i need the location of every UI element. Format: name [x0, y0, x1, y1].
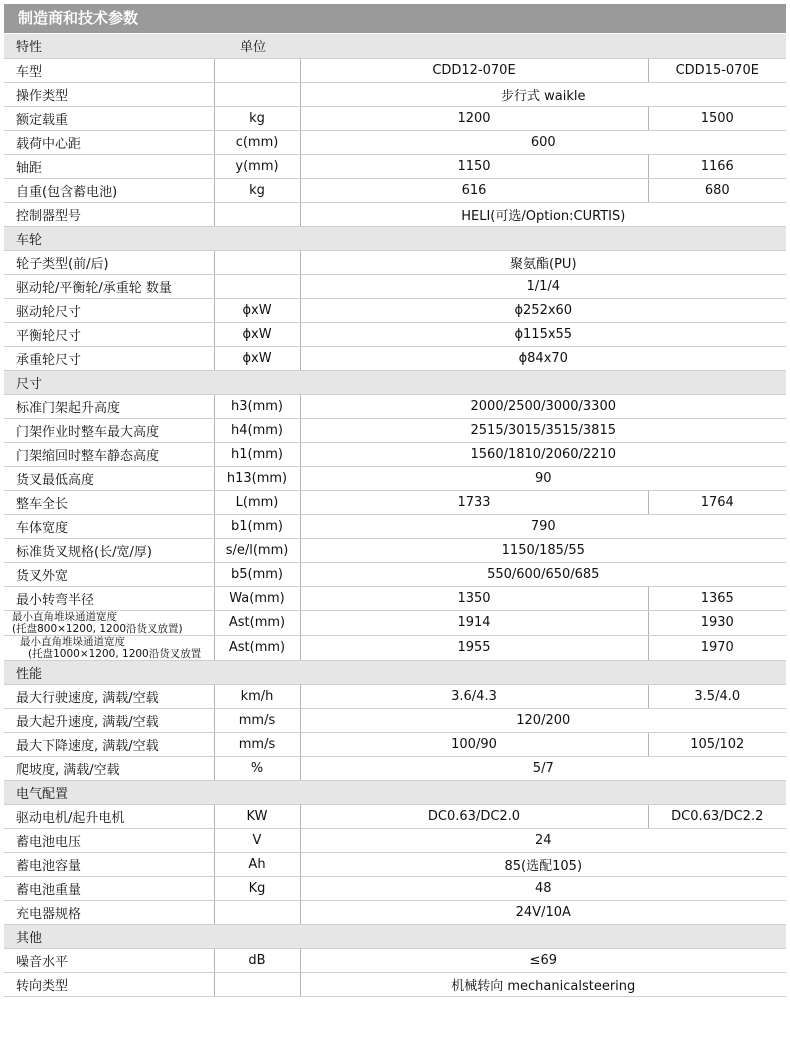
value-model-2: 1970 — [648, 635, 786, 660]
table-header-row — [4, 34, 786, 58]
row-name: 充电器规格 — [4, 900, 214, 924]
table-row — [4, 58, 786, 82]
table-row — [4, 948, 786, 972]
value-model-2: CDD15-070E — [648, 58, 786, 82]
row-name: 车体宽度 — [4, 514, 214, 538]
row-unit: h1(mm) — [214, 442, 300, 466]
value-model-1: 1733 — [300, 490, 648, 514]
spec-table-body — [4, 34, 786, 996]
row-unit: L(mm) — [214, 490, 300, 514]
value-shared: ≤69 — [300, 948, 786, 972]
section-header-row — [4, 226, 786, 250]
value-model-2: 1365 — [648, 586, 786, 610]
table-row — [4, 130, 786, 154]
row-unit: ϕxW — [214, 322, 300, 346]
row-name — [4, 635, 214, 660]
row-name — [4, 610, 214, 635]
row-name: 轴距 — [4, 154, 214, 178]
row-unit: Kg — [214, 876, 300, 900]
row-name: 最小转弯半径 — [4, 586, 214, 610]
table-row — [4, 900, 786, 924]
value-model-1: 3.6/4.3 — [300, 684, 648, 708]
value-shared: ϕ84x70 — [300, 346, 786, 370]
row-unit: % — [214, 756, 300, 780]
value-model-2: 1764 — [648, 490, 786, 514]
section-title: 车轮 — [4, 226, 786, 250]
value-model-1: 1350 — [300, 586, 648, 610]
value-shared: 聚氨酯(PU) — [300, 250, 786, 274]
table-row — [4, 684, 786, 708]
row-unit: dB — [214, 948, 300, 972]
value-shared: 600 — [300, 130, 786, 154]
row-unit: y(mm) — [214, 154, 300, 178]
row-unit: mm/s — [214, 708, 300, 732]
row-unit: h3(mm) — [214, 394, 300, 418]
row-unit: b5(mm) — [214, 562, 300, 586]
row-unit: h13(mm) — [214, 466, 300, 490]
row-name: 噪音水平 — [4, 948, 214, 972]
row-name: 蓄电池重量 — [4, 876, 214, 900]
value-shared: 24V/10A — [300, 900, 786, 924]
value-model-1: 100/90 — [300, 732, 648, 756]
value-shared: 90 — [300, 466, 786, 490]
value-shared: 24 — [300, 828, 786, 852]
row-name: 驱动电机/起升电机 — [4, 804, 214, 828]
table-row — [4, 586, 786, 610]
row-name-line2: (托盘1000×1200, 1200沿货叉放置 — [28, 647, 202, 660]
row-name: 额定载重 — [4, 106, 214, 130]
row-name-line1: 最小直角堆垛通道宽度 — [20, 635, 125, 648]
table-row — [4, 466, 786, 490]
value-model-2: 1500 — [648, 106, 786, 130]
row-name: 驱动轮/平衡轮/承重轮 数量 — [4, 274, 214, 298]
row-unit: ϕxW — [214, 346, 300, 370]
table-row — [4, 756, 786, 780]
value-shared: 机械转向 mechanicalsteering — [300, 972, 786, 996]
value-model-2: 680 — [648, 178, 786, 202]
row-name: 蓄电池容量 — [4, 852, 214, 876]
table-row — [4, 804, 786, 828]
row-unit — [214, 82, 300, 106]
value-shared: 2515/3015/3515/3815 — [300, 418, 786, 442]
table-row — [4, 635, 786, 660]
table-row — [4, 250, 786, 274]
value-model-1: CDD12-070E — [300, 58, 648, 82]
row-name-line2: (托盘800×1200, 1200沿货叉放置) — [12, 622, 183, 635]
value-model-1: 616 — [300, 178, 648, 202]
value-shared: 步行式 waikle — [300, 82, 786, 106]
section-header-row — [4, 780, 786, 804]
row-name-line1: 最小直角堆垛通道宽度 — [12, 610, 117, 623]
value-model-1: 1955 — [300, 635, 648, 660]
row-name: 控制器型号 — [4, 202, 214, 226]
row-name: 门架缩回时整车静态高度 — [4, 442, 214, 466]
value-shared: 550/600/650/685 — [300, 562, 786, 586]
row-name: 转向类型 — [4, 972, 214, 996]
table-row — [4, 202, 786, 226]
row-name: 爬坡度, 满载/空载 — [4, 756, 214, 780]
value-shared: 1560/1810/2060/2210 — [300, 442, 786, 466]
header-name: 特性 — [4, 34, 214, 58]
row-name: 货叉最低高度 — [4, 466, 214, 490]
row-unit: c(mm) — [214, 130, 300, 154]
value-model-1: 1150 — [300, 154, 648, 178]
value-model-2: 1930 — [648, 610, 786, 635]
row-unit: kg — [214, 178, 300, 202]
row-name: 操作类型 — [4, 82, 214, 106]
table-row — [4, 732, 786, 756]
row-unit: ϕxW — [214, 298, 300, 322]
value-model-2: 105/102 — [648, 732, 786, 756]
row-name: 门架作业时整车最大高度 — [4, 418, 214, 442]
table-row — [4, 298, 786, 322]
table-row — [4, 972, 786, 996]
row-unit — [214, 250, 300, 274]
table-row — [4, 490, 786, 514]
row-name: 车型 — [4, 58, 214, 82]
page-title: 制造商和技术参数 — [4, 4, 786, 33]
row-name: 蓄电池电压 — [4, 828, 214, 852]
row-unit: Ah — [214, 852, 300, 876]
value-shared: 48 — [300, 876, 786, 900]
row-unit: Wa(mm) — [214, 586, 300, 610]
table-row — [4, 514, 786, 538]
row-name: 平衡轮尺寸 — [4, 322, 214, 346]
value-shared: 790 — [300, 514, 786, 538]
table-row — [4, 708, 786, 732]
row-unit — [214, 972, 300, 996]
table-row — [4, 610, 786, 635]
row-unit: V — [214, 828, 300, 852]
row-unit — [214, 58, 300, 82]
section-header-row — [4, 370, 786, 394]
value-model-2: 1166 — [648, 154, 786, 178]
table-row — [4, 442, 786, 466]
value-shared: 1/1/4 — [300, 274, 786, 298]
value-model-1: 1914 — [300, 610, 648, 635]
row-unit: Ast(mm) — [214, 635, 300, 660]
table-row — [4, 178, 786, 202]
section-title: 尺寸 — [4, 370, 786, 394]
table-row — [4, 154, 786, 178]
value-shared: 1150/185/55 — [300, 538, 786, 562]
table-row — [4, 828, 786, 852]
table-row — [4, 82, 786, 106]
row-name: 自重(包含蓄电池) — [4, 178, 214, 202]
table-row — [4, 876, 786, 900]
row-name: 最大行驶速度, 满载/空载 — [4, 684, 214, 708]
row-name: 标准货叉规格(长/宽/厚) — [4, 538, 214, 562]
table-row — [4, 346, 786, 370]
section-title: 性能 — [4, 660, 786, 684]
header-unit: 单位 — [214, 34, 786, 58]
table-row — [4, 274, 786, 298]
row-name: 标准门架起升高度 — [4, 394, 214, 418]
table-row — [4, 852, 786, 876]
table-row — [4, 418, 786, 442]
row-unit: mm/s — [214, 732, 300, 756]
value-shared: HELI(可选/Option:CURTIS) — [300, 202, 786, 226]
row-name: 驱动轮尺寸 — [4, 298, 214, 322]
section-header-row — [4, 924, 786, 948]
table-row — [4, 106, 786, 130]
row-name: 最大起升速度, 满载/空载 — [4, 708, 214, 732]
row-unit: b1(mm) — [214, 514, 300, 538]
table-row — [4, 562, 786, 586]
row-name: 承重轮尺寸 — [4, 346, 214, 370]
section-header-row — [4, 660, 786, 684]
value-shared: 120/200 — [300, 708, 786, 732]
row-unit: kg — [214, 106, 300, 130]
row-unit: s/e/l(mm) — [214, 538, 300, 562]
spec-table — [4, 34, 786, 997]
row-name: 最大下降速度, 满载/空载 — [4, 732, 214, 756]
section-title: 电气配置 — [4, 780, 786, 804]
value-shared: 85(选配105) — [300, 852, 786, 876]
value-shared: ϕ252x60 — [300, 298, 786, 322]
row-unit — [214, 202, 300, 226]
value-shared: 5/7 — [300, 756, 786, 780]
value-model-1: DC0.63/DC2.0 — [300, 804, 648, 828]
row-unit: h4(mm) — [214, 418, 300, 442]
value-shared: 2000/2500/3000/3300 — [300, 394, 786, 418]
row-name: 整车全长 — [4, 490, 214, 514]
row-name: 轮子类型(前/后) — [4, 250, 214, 274]
row-unit: KW — [214, 804, 300, 828]
row-name: 载荷中心距 — [4, 130, 214, 154]
row-unit: km/h — [214, 684, 300, 708]
row-unit — [214, 274, 300, 298]
value-model-2: DC0.63/DC2.2 — [648, 804, 786, 828]
value-model-1: 1200 — [300, 106, 648, 130]
value-shared: ϕ115x55 — [300, 322, 786, 346]
table-row — [4, 538, 786, 562]
section-title: 其他 — [4, 924, 786, 948]
row-unit — [214, 900, 300, 924]
row-name: 货叉外宽 — [4, 562, 214, 586]
table-row — [4, 394, 786, 418]
value-model-2: 3.5/4.0 — [648, 684, 786, 708]
row-unit: Ast(mm) — [214, 610, 300, 635]
table-row — [4, 322, 786, 346]
